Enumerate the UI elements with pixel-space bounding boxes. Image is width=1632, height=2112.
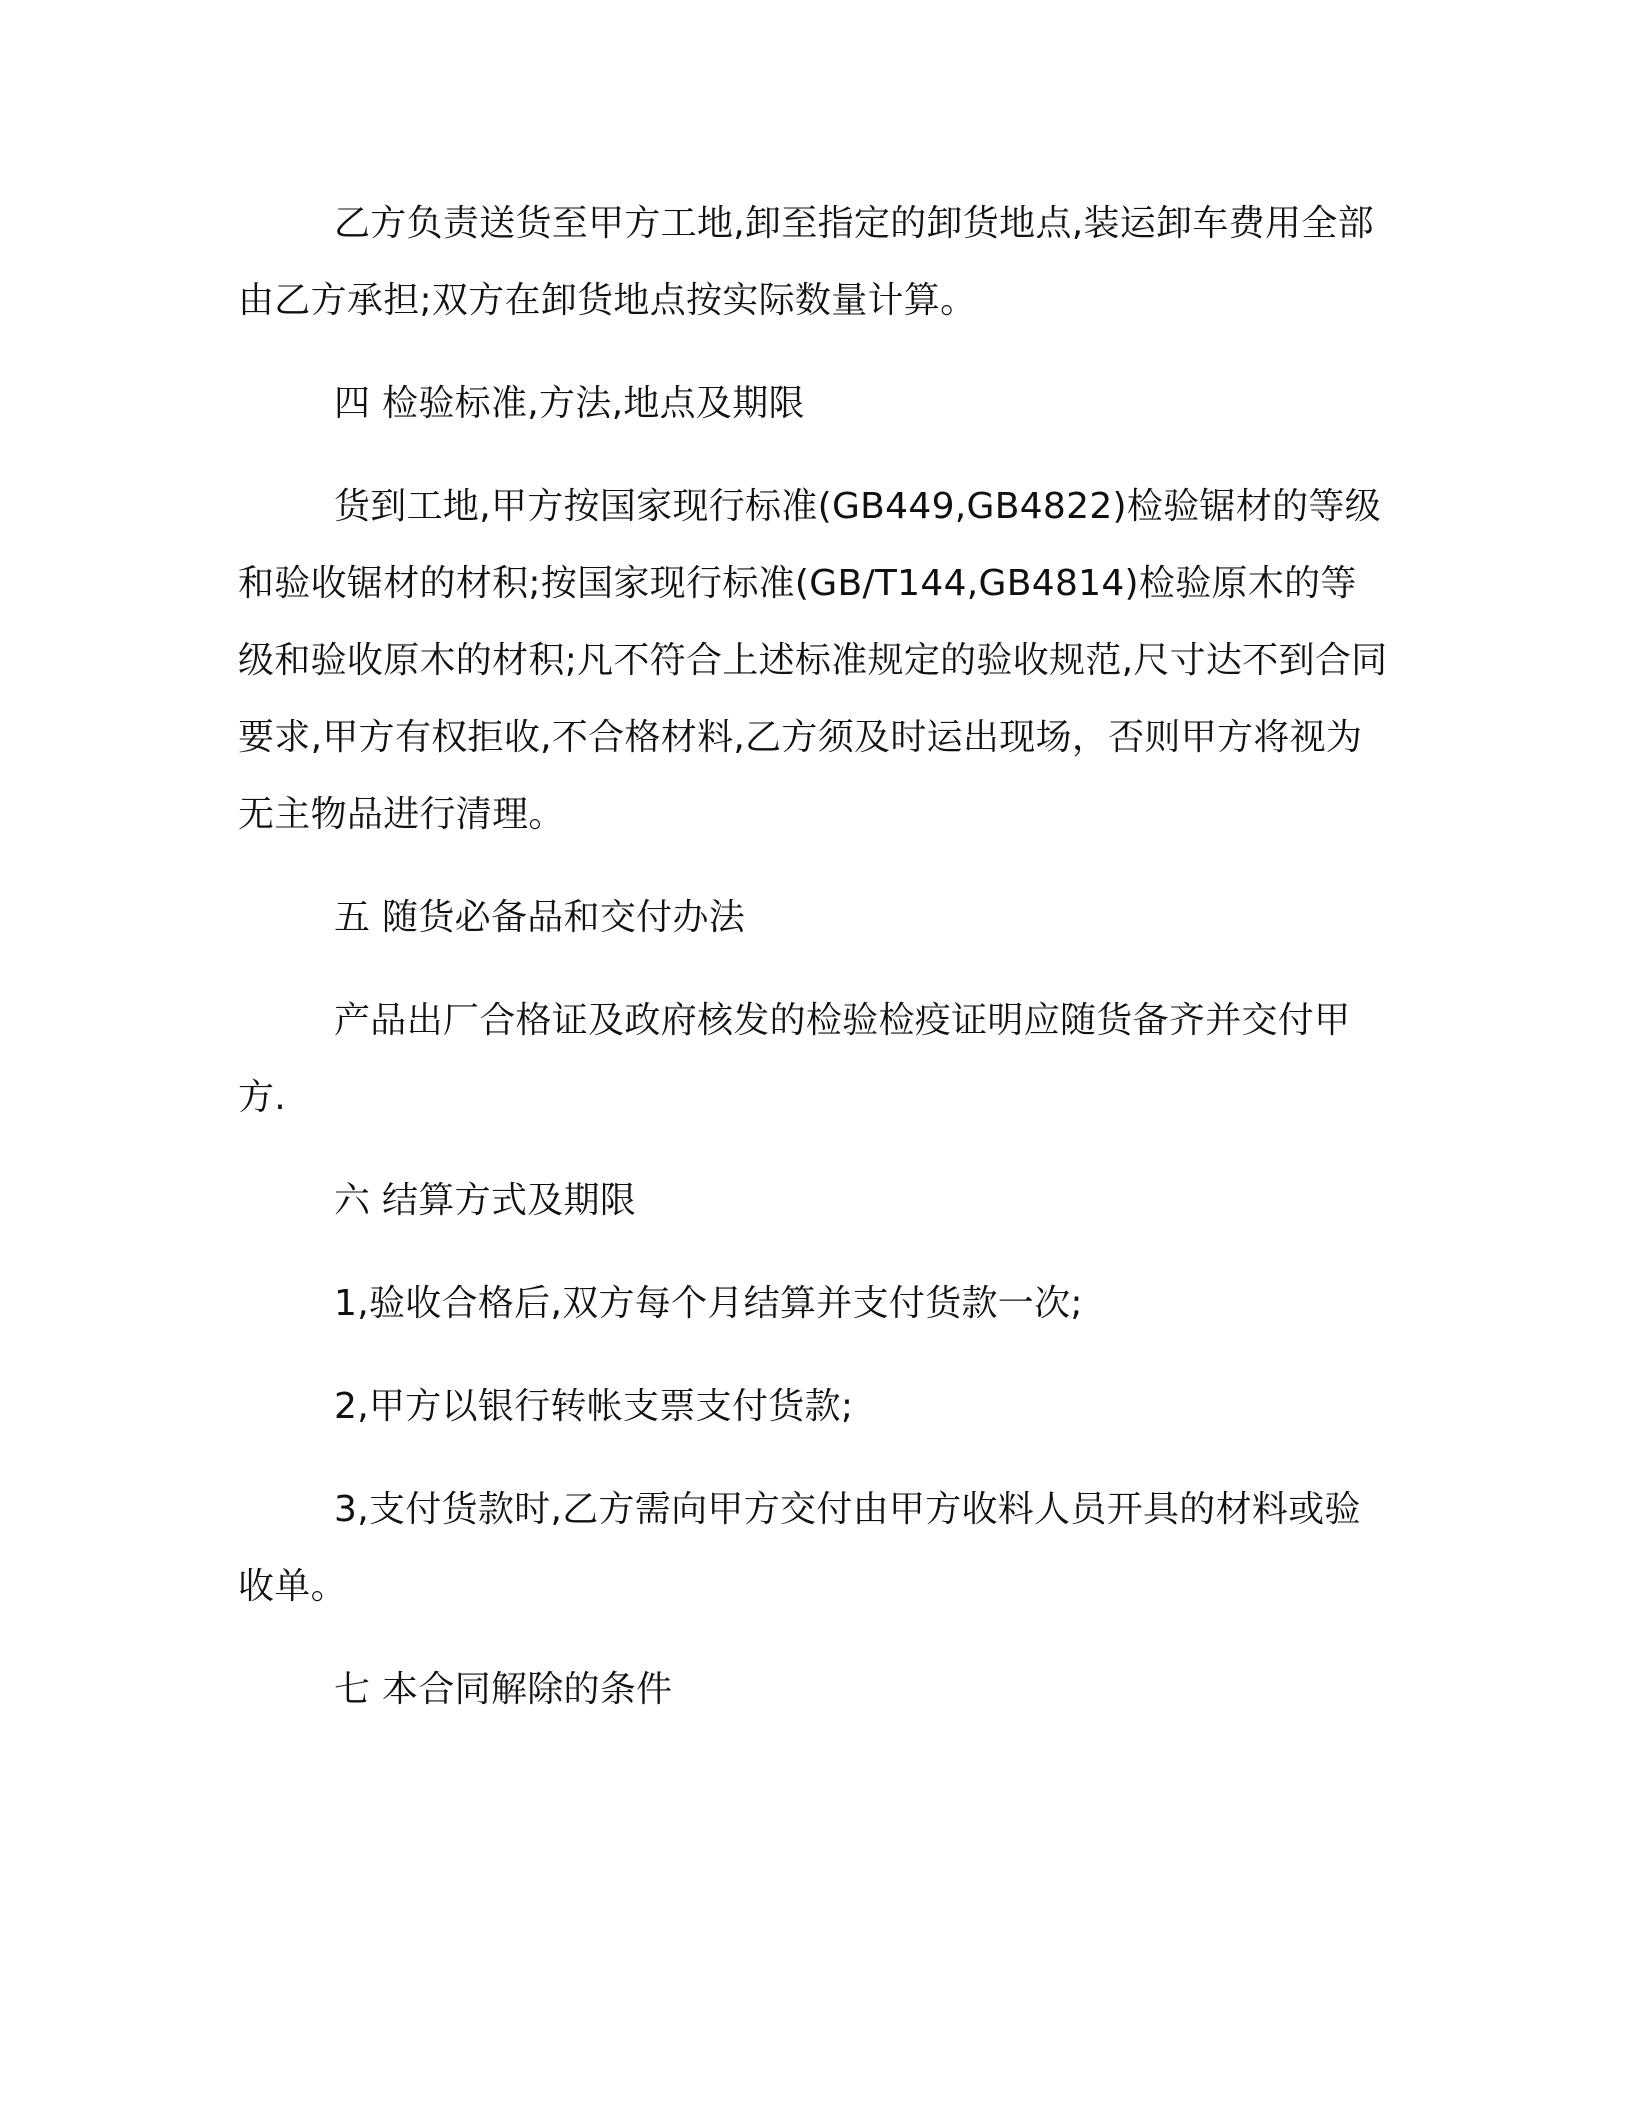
spacer xyxy=(238,339,1388,365)
paragraph-delivery: 乙方负责送货至甲方工地,卸至指定的卸货地点,装运卸车费用全部由乙方承担;双方在卸货地点按实际数量计算。 xyxy=(238,203,1374,321)
spacer xyxy=(238,1239,1388,1265)
list-item-settlement-2: 2,甲方以银行转帐支票支付货款; xyxy=(334,1386,854,1427)
spacer xyxy=(238,956,1388,982)
list-item-settlement-1: 1,验收合格后,双方每个月结算并支付货款一次; xyxy=(334,1283,1083,1324)
paragraph-inspection: 货到工地,甲方按国家现行标准(GB449,GB4822)检验锯材的等级和验收锯材的材积;按国家现行标准(GB/T144,GB4814)检验原木的等级和验收原木的材积;凡不符合上述标准规定的验收规范,尺寸达不到合同要求,甲方有权拒收,不合格材料,乙方须及时运出现场，否则甲方将视为无主物品进行清理。 xyxy=(238,486,1388,835)
spacer xyxy=(238,1445,1388,1471)
section-heading-5: 五 随货必备品和交付办法 xyxy=(334,897,746,938)
spacer xyxy=(238,1625,1388,1651)
spacer xyxy=(238,1342,1388,1368)
section-heading-4: 四 检验标准,方法,地点及期限 xyxy=(334,383,805,424)
document-body xyxy=(238,185,1388,1728)
spacer xyxy=(238,442,1388,468)
list-item-settlement-3: 3,支付货款时,乙方需向甲方交付由甲方收料人员开具的材料或验收单。 xyxy=(238,1489,1361,1607)
paragraph-certificates: 产品出厂合格证及政府核发的检验检疫证明应随货备齐并交付甲方. xyxy=(238,1000,1351,1118)
section-heading-7: 七 本合同解除的条件 xyxy=(334,1669,673,1710)
spacer xyxy=(238,1136,1388,1162)
spacer xyxy=(238,853,1388,879)
section-heading-6: 六 结算方式及期限 xyxy=(334,1180,637,1221)
